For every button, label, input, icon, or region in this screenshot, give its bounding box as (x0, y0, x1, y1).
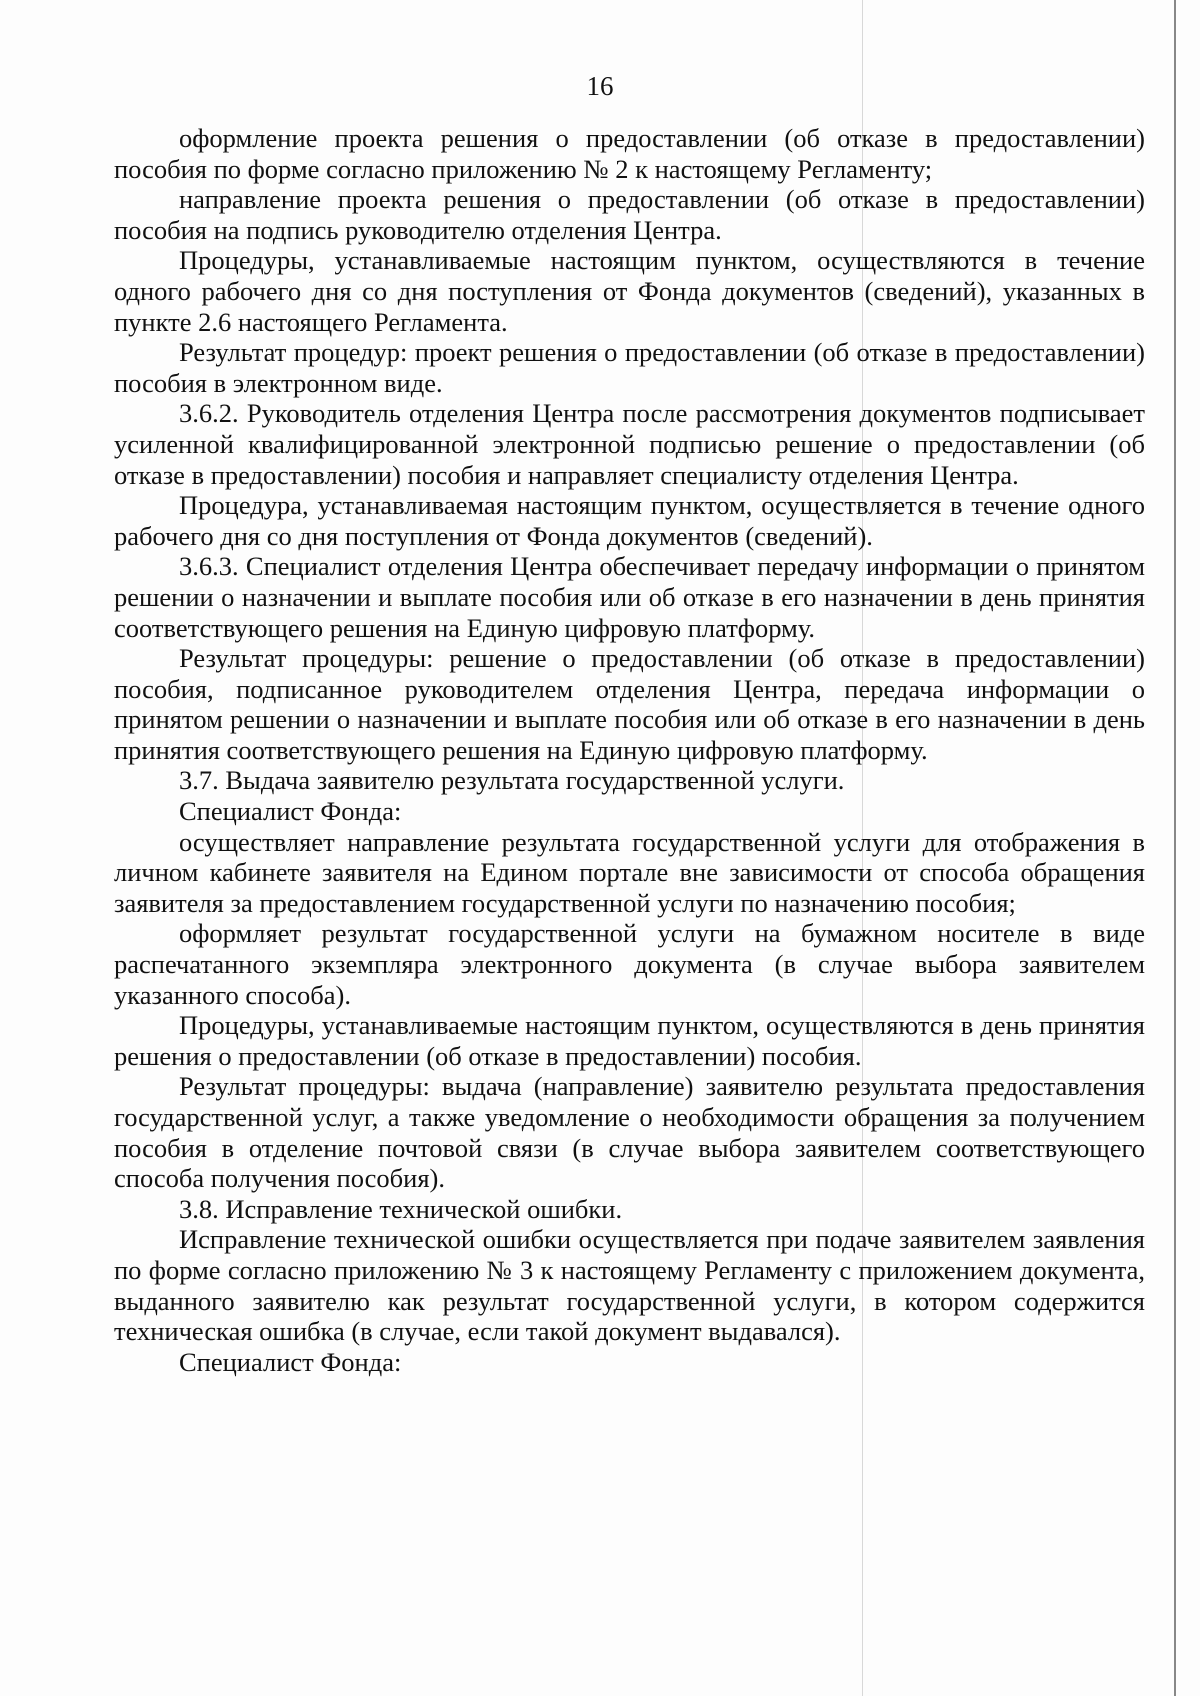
paragraph: Исправление технической ошибки осуществляется при подаче заявителем заявления по форме согласно приложению № 3 к настоящему Регламенту с приложением документа, выданного заявителю как результат государственной услуги, в котором содержится техническая ошибка (в случае, если такой документ выдавался). (114, 1224, 1145, 1347)
page-number: 16 (586, 71, 614, 101)
paragraph: Процедуры, устанавливаемые настоящим пунктом, осуществляются в течение одного рабочего дня со дня поступления от Фонда документов (сведений), указанных в пункте 2.6 настоящего Регламента. (114, 245, 1145, 337)
section-heading: 3.7. Выдача заявителю результата государственной услуги. (179, 765, 845, 796)
paragraph: осуществляет направление результата государственной услуги для отображения в личном кабинете заявителя на Едином портале вне зависимости от способа обращения заявителя за предоставлением государственной услуги по назначению пособия; (114, 826, 1145, 918)
paragraph: Процедуры, устанавливаемые настоящим пунктом, осуществляются в день принятия решения о предоставлении (об отказе в предоставлении) пособия. (114, 1010, 1145, 1071)
paragraph: 3.6.3. Специалист отделения Центра обеспечивает передачу информации о принятом решении о назначении и выплате пособия или об отказе в его назначении в день принятия соответствующего решения на Единую цифровую платформу. (114, 551, 1145, 643)
paragraph: Процедура, устанавливаемая настоящим пунктом, осуществляется в течение одного рабочего дня со дня поступления от Фонда документов (сведений). (114, 490, 1145, 551)
paragraph: направление проекта решения о предоставлении (об отказе в предоставлении) пособия на подпись руководителю отделения Центра. (114, 184, 1145, 245)
paragraph: Результат процедуры: выдача (направление) заявителю результата предоставления государственной услуг, а также уведомление о необходимости обращения за получением пособия в отделение почтовой связи (в случае выбора заявителем соответствующего способа получения пособия). (114, 1071, 1145, 1194)
paragraph: Специалист Фонда: (179, 1346, 402, 1377)
paragraph: оформляет результат государственной услуги на бумажном носителе в виде распечатанного экземпляра электронного документа (в случае выбора заявителем указанного способа). (114, 918, 1145, 1010)
section-heading: 3.8. Исправление технической ошибки. (179, 1193, 623, 1224)
document-body (114, 123, 1145, 1377)
scan-edge-line (1174, 0, 1176, 1696)
paragraph: оформление проекта решения о предоставлении (об отказе в предоставлении) пособия по форме согласно приложению № 2 к настоящему Регламенту; (114, 123, 1145, 184)
paragraph: 3.6.2. Руководитель отделения Центра после рассмотрения документов подписывает усиленной квалифицированной электронной подписью решение о предоставлении (об отказе в предоставлении) пособия и направляет специалисту отделения Центра. (114, 398, 1145, 490)
paragraph: Специалист Фонда: (179, 796, 402, 827)
paragraph: Результат процедур: проект решения о предоставлении (об отказе в предоставлении) пособия в электронном виде. (114, 337, 1145, 398)
paragraph: Результат процедуры: решение о предоставлении (об отказе в предоставлении) пособия, подписанное руководителем отделения Центра, передача информации о принятом решении о назначении и выплате пособия или об отказе в его назначении в день принятия соответствующего решения на Единую цифровую платформу. (114, 643, 1145, 765)
